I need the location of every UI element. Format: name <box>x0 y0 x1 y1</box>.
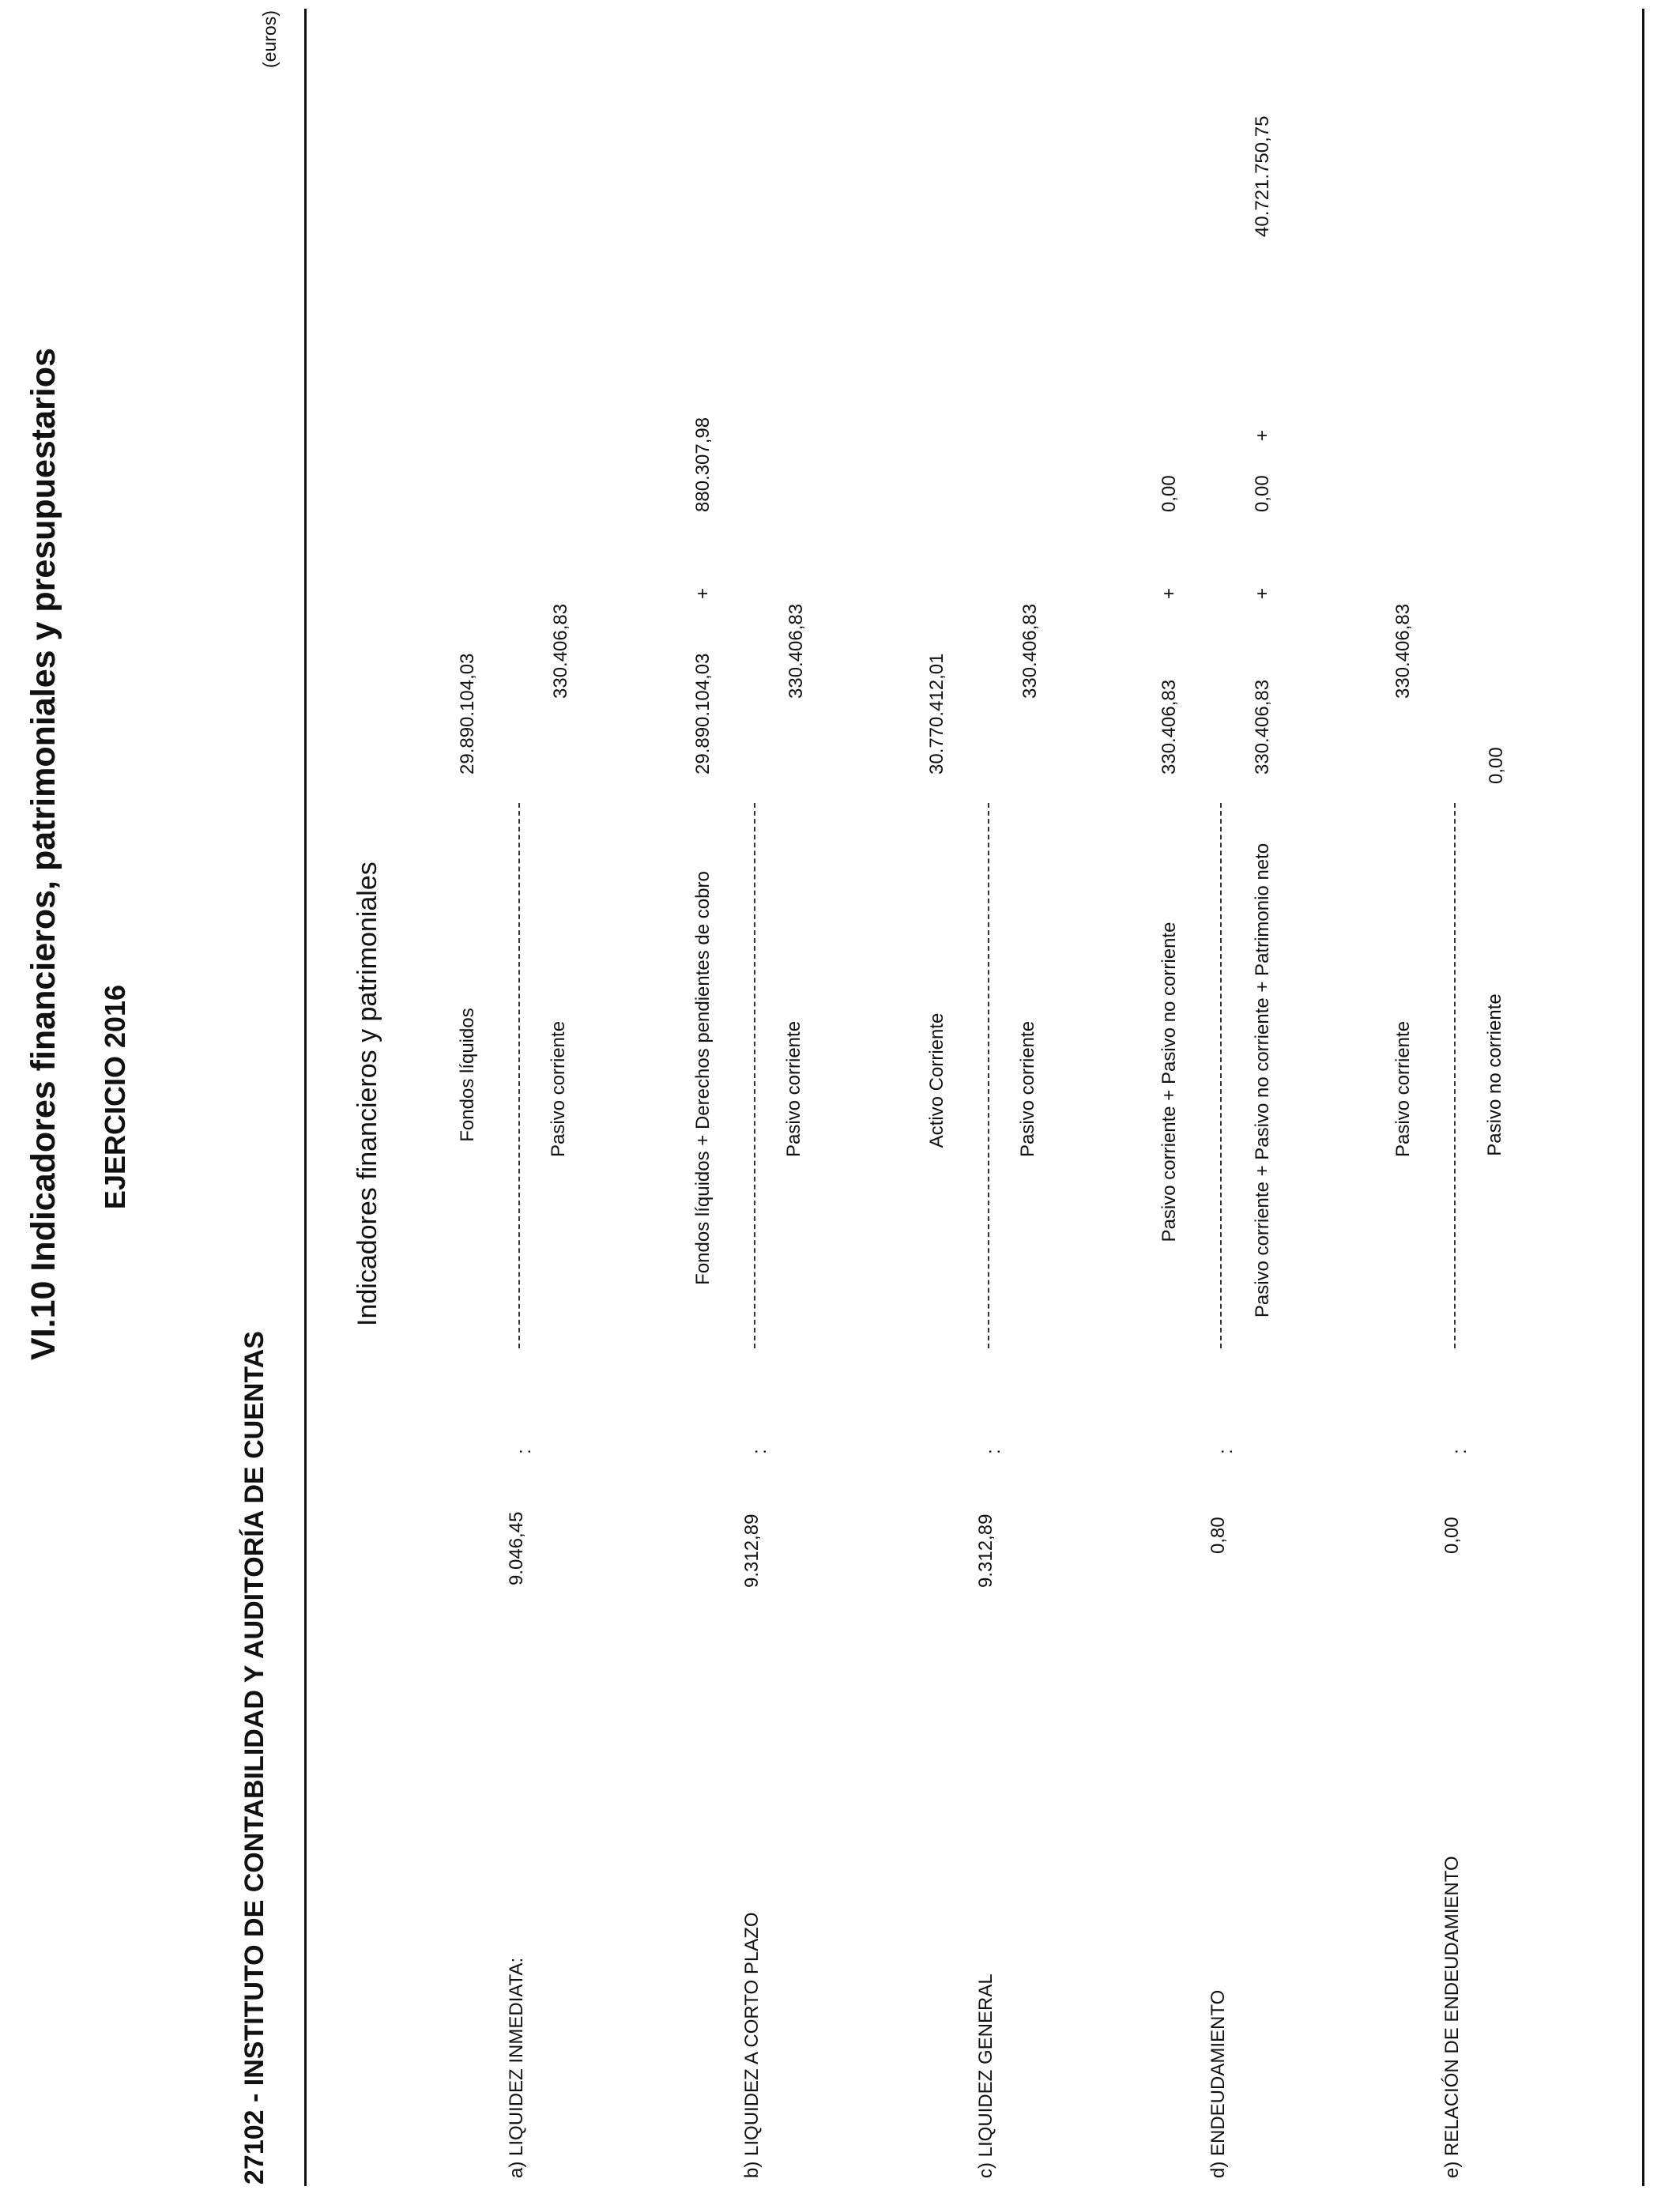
indicator-colon: : <box>983 1449 1004 1454</box>
numerator-formula: Fondos líquidos <box>457 1008 478 1142</box>
fraction-line <box>988 803 989 1348</box>
page-title: VI.10 Indicadores financieros, patrimoniales y presupuestarios <box>24 348 62 1360</box>
numerator-operator: + <box>692 587 714 599</box>
indicator-colon: : <box>1215 1449 1237 1454</box>
indicator-label: e) RELACIÓN DE ENDEUDAMIENTO <box>1441 1856 1463 2178</box>
page-subtitle: EJERCICIO 2016 <box>99 984 131 1210</box>
indicator-label: b) LIQUIDEZ A CORTO PLAZO <box>741 1912 763 2178</box>
indicator-colon: : <box>749 1449 770 1454</box>
numerator-value: 330.406,83 <box>1158 679 1180 775</box>
denominator-formula: Pasivo corriente <box>783 1020 804 1158</box>
denominator-value: 0,00 <box>1252 475 1273 512</box>
fraction-line <box>754 803 755 1348</box>
denominator-value: 0,00 <box>1486 747 1507 784</box>
denominator-formula: Pasivo corriente <box>548 1020 569 1158</box>
indicator-label: a) LIQUIDEZ INMEDIATA: <box>506 1957 527 2178</box>
numerator-formula: Pasivo corriente <box>1392 1020 1414 1158</box>
numerator-formula: Pasivo corriente + Pasivo no corriente <box>1158 922 1180 1242</box>
fraction-line <box>1220 803 1222 1348</box>
denominator-value: 330.406,83 <box>785 603 807 699</box>
numerator-value: 880.307,98 <box>692 417 714 512</box>
indicator-colon: : <box>1449 1449 1471 1454</box>
numerator-value: 29.890.104,03 <box>692 653 714 775</box>
denominator-value: 40.721.750,75 <box>1252 115 1273 237</box>
bottom-rule <box>1642 9 1644 2186</box>
entity-heading: 27102 - INSTITUTO DE CONTABILIDAD Y AUDITORÍA DE CUENTAS <box>239 1331 269 2185</box>
numerator-formula: Activo Corriente <box>926 1012 947 1148</box>
indicator-label: d) ENDEUDAMIENTO <box>1207 1989 1229 2178</box>
indicator-label: c) LIQUIDEZ GENERAL <box>975 1973 996 2178</box>
indicator-result: 0,00 <box>1441 1517 1463 1554</box>
units-label: (euros) <box>259 10 280 68</box>
fraction-line <box>518 803 520 1348</box>
section-heading: Indicadores financieros y patrimoniales <box>352 861 382 1326</box>
top-rule <box>304 9 307 2186</box>
numerator-value: 30.770.412,01 <box>926 653 947 775</box>
indicator-result: 0,80 <box>1207 1517 1229 1554</box>
numerator-value: 0,00 <box>1158 475 1180 512</box>
denominator-operator: + <box>1252 587 1273 599</box>
indicator-result: 9.312,89 <box>741 1514 763 1588</box>
denominator-formula: Pasivo corriente + Pasivo no corriente + Patrimonio neto <box>1252 843 1273 1318</box>
numerator-operator: + <box>1158 587 1180 599</box>
denominator-value: 330.406,83 <box>550 603 571 699</box>
numerator-formula: Fondos líquidos + Derechos pendientes de cobro <box>692 871 714 1285</box>
numerator-value: 29.890.104,03 <box>457 653 478 775</box>
denominator-value: 330.406,83 <box>1252 679 1273 775</box>
indicator-result: 9.312,89 <box>975 1514 996 1588</box>
fraction-line <box>1454 803 1456 1348</box>
denominator-value: 330.406,83 <box>1019 603 1041 699</box>
indicator-colon: : <box>514 1449 535 1454</box>
denominator-formula: Pasivo no corriente <box>1484 993 1505 1156</box>
numerator-value: 330.406,83 <box>1392 603 1414 699</box>
indicator-result: 9.046,45 <box>506 1511 527 1585</box>
denominator-operator: + <box>1252 429 1273 441</box>
denominator-formula: Pasivo corriente <box>1017 1020 1038 1158</box>
